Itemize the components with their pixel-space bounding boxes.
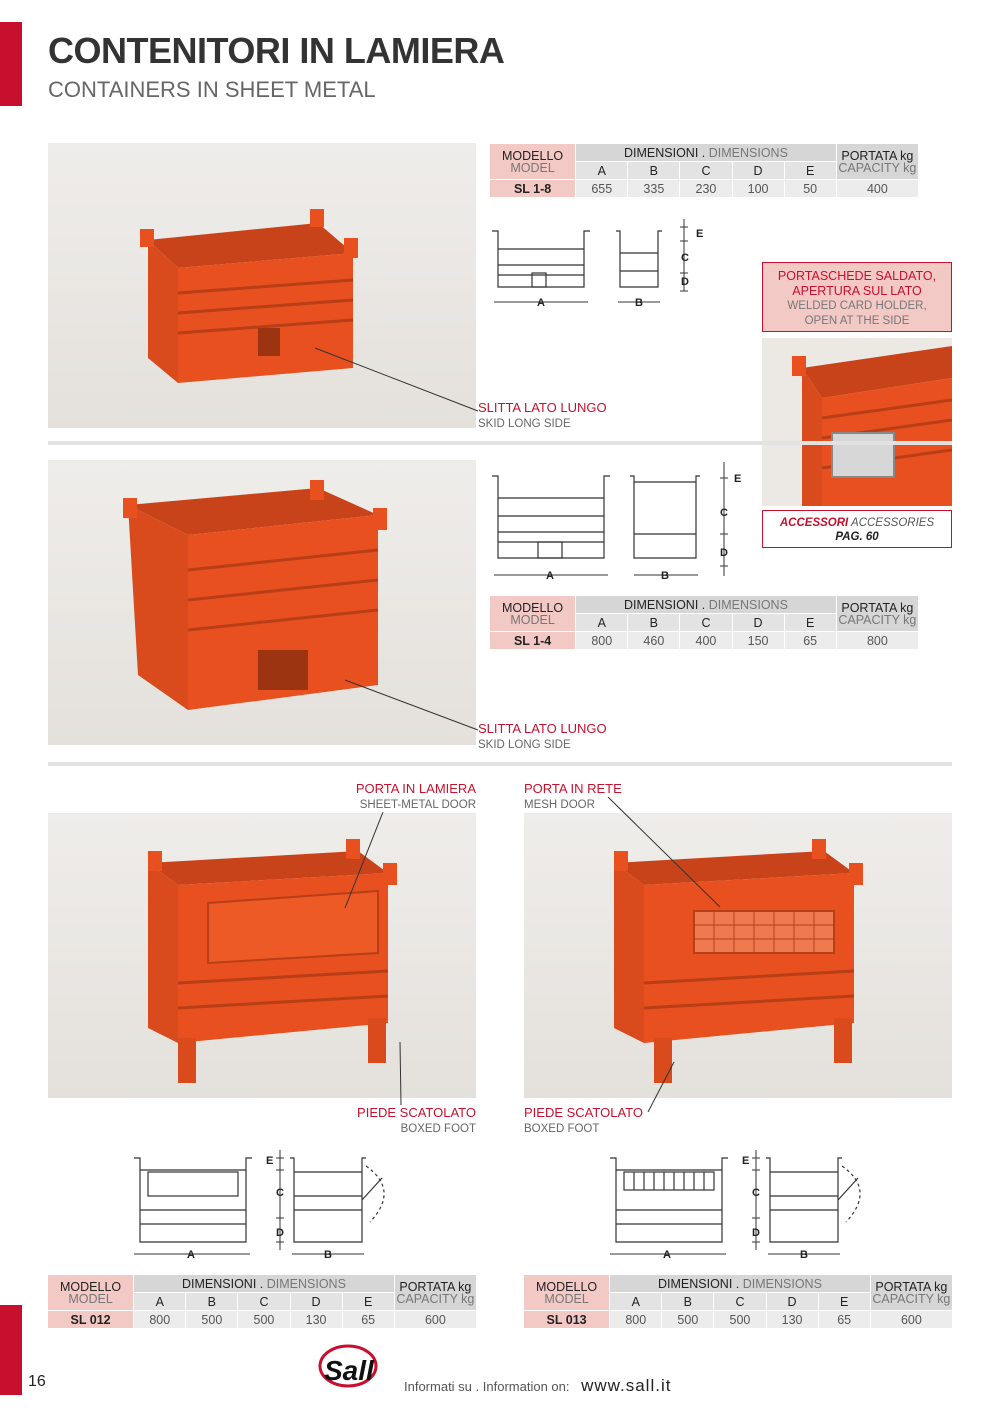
accessory-ref-en: ACCESSORIES: [851, 517, 935, 529]
capacity-value: 600: [870, 1311, 952, 1329]
col-a: A: [134, 1293, 186, 1311]
section-divider-2: [48, 762, 952, 766]
website-link[interactable]: www.sall.it: [581, 1376, 672, 1395]
accessory-photo: [762, 338, 952, 506]
capacity-value: 800: [836, 632, 918, 650]
dims-header-sep: .: [256, 1276, 267, 1291]
spec-table-sl-012: [47, 1274, 477, 1329]
dim-label-e: E: [734, 473, 742, 485]
dim-a-value: 800: [610, 1311, 662, 1329]
dim-label-c: C: [752, 1187, 760, 1199]
dims-header-it: DIMENSIONI: [624, 145, 699, 160]
callout-foot-2-it: PIEDE SCATOLATO: [524, 1105, 643, 1120]
callout-foot-1-it: PIEDE SCATOLATO: [357, 1105, 476, 1120]
col-e: E: [784, 162, 836, 180]
dim-label-b: B: [661, 570, 669, 582]
callout-sheet-door-it: PORTA IN LAMIERA: [355, 781, 476, 796]
dim-c-value: 500: [238, 1311, 290, 1329]
capacity-header: [836, 144, 918, 180]
dim-label-d: D: [276, 1227, 284, 1239]
callout-skid-2-en: SKID LONG SIDE: [478, 739, 571, 751]
footer-info-sep: .: [471, 1379, 483, 1394]
accessory-title-it-1: PORTASCHEDE SALDATO,: [777, 269, 937, 283]
col-d: D: [732, 162, 784, 180]
dim-b-value: 335: [628, 180, 680, 198]
capacity-header-it: PORTATA kg: [399, 1279, 472, 1294]
accessory-title-en-1: WELDED CARD HOLDER,: [787, 300, 927, 312]
model-value: SL 013: [524, 1311, 610, 1329]
dim-label-e: E: [696, 228, 704, 240]
capacity-header-en: CAPACITY kg: [838, 160, 917, 175]
dimensions-header: [576, 144, 837, 162]
accessory-ref-page: PAG. 60: [835, 531, 879, 543]
dims-header-en: DIMENSIONS: [742, 1276, 822, 1291]
dim-c-value: 400: [680, 632, 732, 650]
model-header-it: MODELLO: [502, 148, 564, 163]
callout-skid-2: [478, 720, 607, 754]
dimensions-header: [610, 1275, 871, 1293]
model-header-en: MODEL: [544, 1291, 589, 1306]
page-title: CONTENITORI IN LAMIERA: [48, 30, 505, 71]
dims-header-en: DIMENSIONS: [708, 597, 788, 612]
dim-c-value: 500: [714, 1311, 766, 1329]
dims-header-it: DIMENSIONI: [624, 597, 699, 612]
accessory-reference: [762, 510, 952, 548]
photo-sl-012: [48, 813, 476, 1098]
dims-header-en: DIMENSIONS: [708, 145, 788, 160]
dims-header-en: DIMENSIONS: [266, 1276, 346, 1291]
dim-label-e: E: [266, 1155, 274, 1167]
dim-label-a: A: [537, 297, 545, 309]
callout-mesh-door-it: PORTA IN RETE: [524, 781, 622, 796]
dim-label-c: C: [681, 252, 689, 264]
leader-line-skid-1: [315, 348, 480, 413]
dim-e-value: 50: [784, 180, 836, 198]
col-d: D: [290, 1293, 342, 1311]
capacity-value: 400: [836, 180, 918, 198]
callout-foot-2: [524, 1104, 643, 1138]
callout-skid-1-en: SKID LONG SIDE: [478, 418, 571, 430]
dims-header-it: DIMENSIONI: [658, 1276, 733, 1291]
bottom-accent-bar: [0, 1305, 22, 1395]
accessory-title-it-2: APERTURA SUL LATO: [792, 284, 922, 298]
dim-b-value: 460: [628, 632, 680, 650]
dim-a-value: 655: [576, 180, 628, 198]
col-b: B: [628, 162, 680, 180]
sall-logo: [318, 1342, 398, 1392]
dim-e-value: 65: [342, 1311, 394, 1329]
footer-info: [404, 1376, 671, 1396]
leader-line-foot-1: [397, 1042, 403, 1106]
col-b: B: [186, 1293, 238, 1311]
col-c: C: [714, 1293, 766, 1311]
col-e: E: [818, 1293, 870, 1311]
col-b: B: [662, 1293, 714, 1311]
model-header-en: MODEL: [510, 612, 555, 627]
model-header-en: MODEL: [68, 1291, 113, 1306]
callout-mesh-door-en: MESH DOOR: [524, 799, 595, 811]
col-d: D: [732, 614, 784, 632]
section-divider-1: [48, 441, 952, 445]
technical-drawing-sl-012: [130, 1150, 400, 1265]
container-illustration-mesh-door: [524, 813, 952, 1098]
footer-info-it: Informati su: [404, 1379, 472, 1394]
callout-skid-2-it: SLITTA LATO LUNGO: [478, 721, 607, 736]
dim-label-d: D: [681, 276, 689, 288]
dim-d-value: 130: [290, 1311, 342, 1329]
dim-a-value: 800: [576, 632, 628, 650]
dim-label-a: A: [187, 1249, 195, 1261]
spec-table-sl-013: [523, 1274, 953, 1329]
dim-b-value: 500: [662, 1311, 714, 1329]
model-header: [524, 1275, 610, 1311]
dim-label-a: A: [663, 1249, 671, 1261]
dim-label-c: C: [276, 1187, 284, 1199]
model-header: [490, 144, 576, 180]
model-header: [490, 596, 576, 632]
accessory-box: [762, 262, 952, 332]
dim-label-d: D: [720, 547, 728, 559]
model-header-it: MODELLO: [536, 1279, 598, 1294]
dim-a-value: 800: [134, 1311, 186, 1329]
col-e: E: [784, 614, 836, 632]
top-accent-bar: [0, 22, 22, 106]
col-b: B: [628, 614, 680, 632]
col-e: E: [342, 1293, 394, 1311]
model-header-en: MODEL: [510, 160, 555, 175]
callout-skid-1: [478, 399, 607, 433]
dimensions-header: [134, 1275, 395, 1293]
spec-table-sl-1-4: [489, 595, 919, 650]
callout-foot-1-en: BOXED FOOT: [400, 1123, 476, 1135]
dim-label-e: E: [742, 1155, 750, 1167]
callout-sheet-door-en: SHEET-METAL DOOR: [359, 799, 476, 811]
technical-drawing-sl-013: [606, 1150, 876, 1265]
dim-e-value: 65: [818, 1311, 870, 1329]
container-illustration-sheet-door: [48, 813, 476, 1098]
model-header: [48, 1275, 134, 1311]
dims-header-sep: .: [698, 145, 709, 160]
spec-table-sl-1-8: [489, 143, 919, 198]
model-header-it: MODELLO: [60, 1279, 122, 1294]
dim-label-c: C: [720, 507, 728, 519]
dimensions-header: [576, 596, 837, 614]
dims-header-sep: .: [698, 597, 709, 612]
accessory-ref-it: ACCESSORI: [779, 517, 849, 529]
leader-line-mesh-door: [608, 797, 723, 909]
model-value: SL 1-8: [490, 180, 576, 198]
dim-d-value: 130: [766, 1311, 818, 1329]
technical-drawing-sl-1-4: [488, 458, 753, 583]
accessory-title-en-2: OPEN AT THE SIDE: [804, 315, 910, 327]
col-c: C: [680, 614, 732, 632]
capacity-header: [394, 1275, 476, 1311]
col-a: A: [576, 614, 628, 632]
page-subtitle: CONTAINERS IN SHEET METAL: [48, 77, 376, 102]
capacity-header-en: CAPACITY kg: [838, 612, 917, 627]
dim-e-value: 65: [784, 632, 836, 650]
technical-drawing-sl-1-8: [488, 215, 708, 315]
col-a: A: [610, 1293, 662, 1311]
dims-header-it: DIMENSIONI: [182, 1276, 257, 1291]
capacity-header-it: PORTATA kg: [841, 600, 914, 615]
capacity-header-it: PORTATA kg: [875, 1279, 948, 1294]
capacity-header: [870, 1275, 952, 1311]
callout-foot-2-en: BOXED FOOT: [524, 1123, 600, 1135]
dim-d-value: 150: [732, 632, 784, 650]
dim-label-a: A: [546, 570, 554, 582]
callout-foot-1: [276, 1104, 476, 1138]
dim-label-b: B: [324, 1249, 332, 1261]
callout-skid-1-it: SLITTA LATO LUNGO: [478, 400, 607, 415]
capacity-header-en: CAPACITY kg: [872, 1291, 951, 1306]
model-header-it: MODELLO: [502, 600, 564, 615]
photo-sl-013: [524, 813, 952, 1098]
dim-label-b: B: [800, 1249, 808, 1261]
dim-label-b: B: [635, 297, 643, 309]
col-a: A: [576, 162, 628, 180]
logo-text: Sall: [324, 1355, 374, 1386]
model-value: SL 1-4: [490, 632, 576, 650]
capacity-header-en: CAPACITY kg: [396, 1291, 475, 1306]
page-number: 16: [28, 1373, 46, 1390]
col-c: C: [680, 162, 732, 180]
dims-header-sep: .: [732, 1276, 743, 1291]
leader-line-foot-2: [648, 1062, 676, 1114]
leader-line-skid-2: [345, 680, 480, 732]
leader-line-sheet-door: [345, 812, 385, 912]
col-d: D: [766, 1293, 818, 1311]
model-value: SL 012: [48, 1311, 134, 1329]
capacity-value: 600: [394, 1311, 476, 1329]
footer-info-en: Information on:: [482, 1379, 570, 1394]
capacity-header: [836, 596, 918, 632]
col-c: C: [238, 1293, 290, 1311]
dim-label-d: D: [752, 1227, 760, 1239]
capacity-header-it: PORTATA kg: [841, 148, 914, 163]
dim-d-value: 100: [732, 180, 784, 198]
dim-c-value: 230: [680, 180, 732, 198]
dim-b-value: 500: [186, 1311, 238, 1329]
callout-sheet-door: [276, 780, 476, 814]
